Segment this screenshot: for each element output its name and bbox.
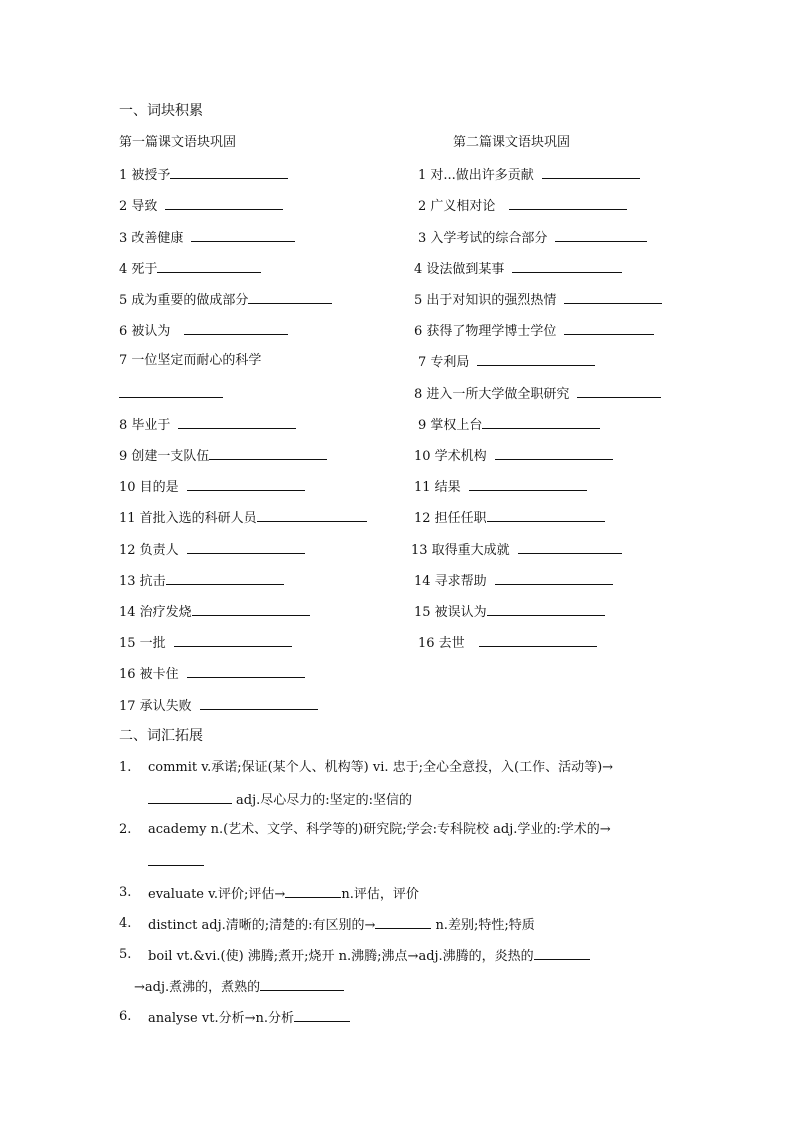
answer-blank[interactable]	[178, 416, 296, 429]
left-item: 9 创建一支队伍	[119, 447, 327, 465]
left-item: 16 被卡住	[119, 665, 305, 683]
right-item: 10 学术机构	[414, 447, 613, 465]
answer-blank[interactable]	[200, 697, 318, 710]
answer-blank[interactable]	[477, 353, 595, 366]
answer-blank[interactable]	[479, 634, 597, 647]
answer-blank[interactable]	[170, 166, 288, 179]
answer-blank[interactable]	[509, 197, 627, 210]
vocab-item-text: analyse vt.分析→n.分析	[148, 1009, 350, 1027]
answer-blank[interactable]	[148, 791, 232, 804]
right-column-header: 第二篇课文语块巩固	[453, 135, 571, 150]
vocab-item-number: 6.	[119, 1009, 132, 1024]
answer-blank[interactable]	[260, 978, 344, 991]
left-item: 3 改善健康	[119, 229, 295, 247]
answer-blank[interactable]	[257, 509, 367, 522]
right-item: 4 设法做到某事	[414, 260, 622, 278]
answer-blank[interactable]	[165, 197, 283, 210]
left-item-continuation	[119, 385, 223, 403]
left-item: 4 死于	[119, 260, 261, 278]
answer-blank[interactable]	[482, 416, 600, 429]
right-item: 13 取得重大成就	[411, 541, 622, 559]
answer-blank[interactable]	[157, 260, 261, 273]
right-item: 1 对...做出许多贡献	[418, 166, 640, 184]
vocab-item-number: 5.	[119, 947, 132, 962]
left-item: 13 抗击	[119, 572, 284, 590]
left-item: 12 负责人	[119, 541, 305, 559]
left-item: 14 治疗发烧	[119, 603, 310, 621]
left-item: 1 被授予	[119, 166, 288, 184]
right-item: 9 掌权上台	[418, 416, 600, 434]
right-item: 14 寻求帮助	[414, 572, 613, 590]
vocab-item-continuation: adj.尽心尽力的:坚定的:坚信的	[148, 791, 412, 809]
answer-blank[interactable]	[542, 166, 640, 179]
left-item: 11 首批入选的科研人员	[119, 509, 367, 527]
answer-blank[interactable]	[248, 291, 332, 304]
answer-blank[interactable]	[518, 541, 622, 554]
right-item: 11 结果	[414, 478, 587, 496]
answer-blank[interactable]	[495, 447, 613, 460]
answer-blank[interactable]	[285, 885, 341, 898]
right-item: 16 去世	[418, 634, 597, 652]
right-item: 12 担任任职	[414, 509, 605, 527]
answer-blank[interactable]	[192, 603, 310, 616]
vocab-item-text: evaluate v.评价;评估→ n.评估，评价	[148, 887, 419, 902]
left-item: 5 成为重要的做成部分	[119, 291, 332, 309]
answer-blank[interactable]	[174, 634, 292, 647]
vocab-item-continuation: →adj.煮沸的，煮熟的	[134, 978, 344, 996]
answer-blank[interactable]	[495, 572, 613, 585]
right-item: 8 进入一所大学做全职研究	[414, 385, 661, 403]
section2-title: 二、词汇拓展	[119, 728, 203, 744]
vocab-item-text: distinct adj.清晰的;清楚的:有区别的→ n.差别;特性;特质	[148, 918, 535, 933]
vocab-item-continuation	[148, 853, 204, 871]
right-item: 7 专利局	[418, 353, 595, 371]
answer-blank[interactable]	[577, 385, 661, 398]
left-item: 10 目的是	[119, 478, 305, 496]
answer-blank[interactable]	[564, 322, 654, 335]
vocab-item-text: commit v.承诺;保证(某个人、机构等) vi. 忠于;全心全意投，入(工作、活动等)→	[148, 760, 614, 775]
vocab-item-text: boil vt.&vi.(使) 沸腾;煮开;烧开 n.沸腾;沸点→adj.沸腾的，炎热的	[148, 947, 590, 965]
vocab-item-number: 1.	[119, 760, 132, 775]
answer-blank[interactable]	[209, 447, 327, 460]
vocab-item-number: 4.	[119, 916, 132, 931]
right-item: 2 广义相对论	[418, 197, 627, 215]
answer-blank[interactable]	[187, 541, 305, 554]
answer-blank[interactable]	[294, 1009, 350, 1022]
right-item: 15 被误认为	[414, 603, 605, 621]
left-item: 6 被认为	[119, 322, 288, 340]
answer-blank[interactable]	[487, 603, 605, 616]
answer-blank[interactable]	[187, 478, 305, 491]
left-column-header: 第一篇课文语块巩固	[119, 135, 237, 150]
section1-title: 一、词块积累	[119, 103, 203, 119]
left-item: 7 一位坚定而耐心的科学	[119, 353, 262, 368]
answer-blank[interactable]	[469, 478, 587, 491]
vocab-item-number: 3.	[119, 885, 132, 900]
answer-blank[interactable]	[512, 260, 622, 273]
left-item: 15 一批	[119, 634, 292, 652]
answer-blank[interactable]	[564, 291, 662, 304]
vocab-item-text: academy n.(艺术、文学、科学等的)研究院;学会:专科院校 adj.学业的:学术的→	[148, 822, 611, 837]
left-item: 17 承认失败	[119, 697, 318, 715]
left-item: 8 毕业于	[119, 416, 296, 434]
right-item: 3 入学考试的综合部分	[418, 229, 647, 247]
left-item: 2 导致	[119, 197, 283, 215]
answer-blank[interactable]	[375, 916, 431, 929]
vocab-item-number: 2.	[119, 822, 132, 837]
answer-blank[interactable]	[187, 665, 305, 678]
answer-blank[interactable]	[184, 322, 288, 335]
answer-blank[interactable]	[534, 947, 590, 960]
answer-blank[interactable]	[191, 229, 295, 242]
answer-blank[interactable]	[148, 853, 204, 866]
answer-blank[interactable]	[487, 509, 605, 522]
answer-blank[interactable]	[555, 229, 647, 242]
right-item: 5 出于对知识的强烈热情	[414, 291, 662, 309]
answer-blank[interactable]	[119, 385, 223, 398]
right-item: 6 获得了物理学博士学位	[414, 322, 654, 340]
answer-blank[interactable]	[166, 572, 284, 585]
